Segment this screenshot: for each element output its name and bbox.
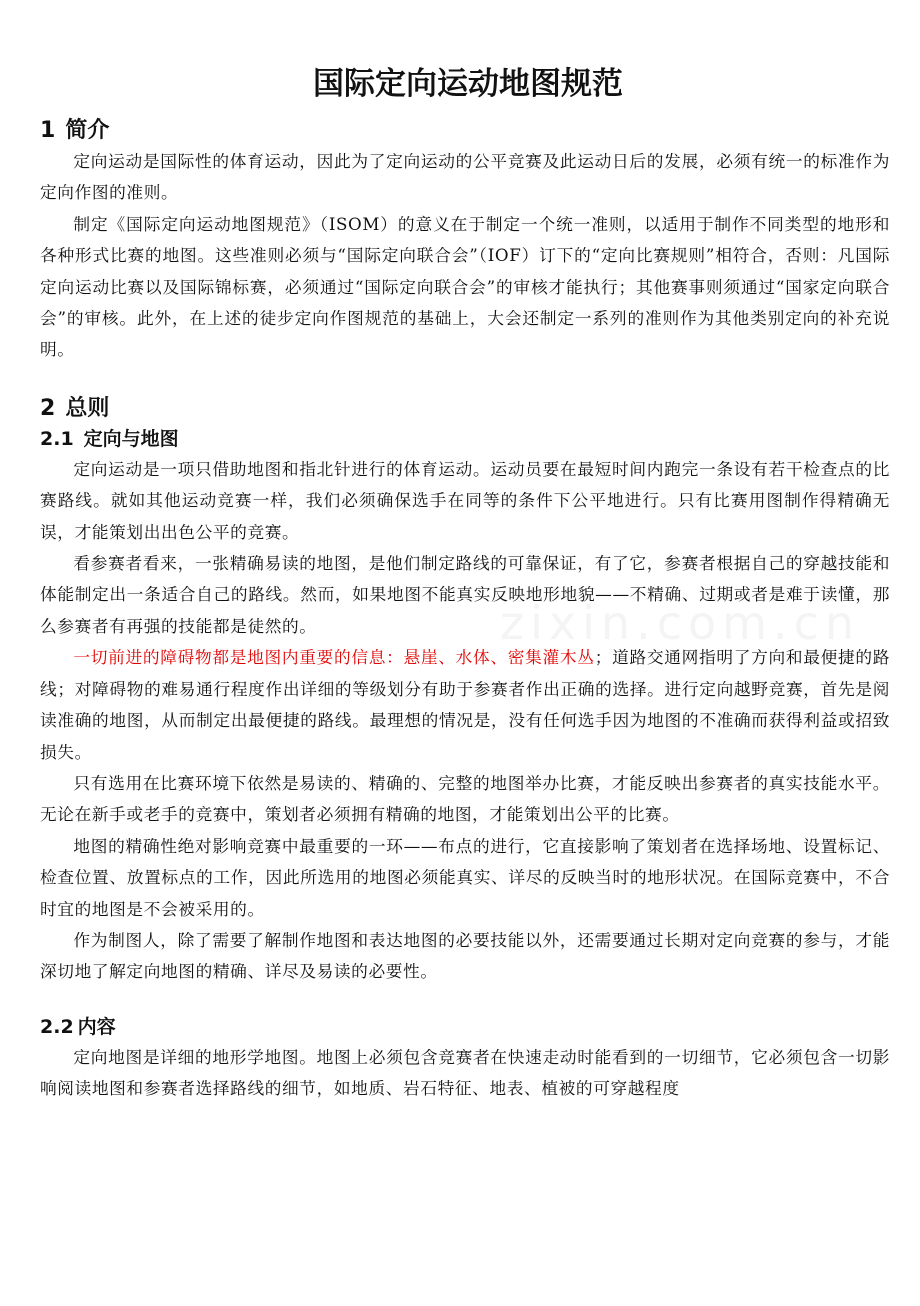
section-number: 2 xyxy=(40,395,56,421)
subsection-heading-content xyxy=(40,1012,890,1042)
section-title: 简介 xyxy=(65,118,110,143)
orienteering-paragraph-3 xyxy=(40,642,890,768)
watermark: zixin.com.cn xyxy=(500,596,861,650)
orienteering-paragraph-1: 定向运动是一项只借助地图和指北针进行的体育运动。运动员要在最短时间内跑完一条设有若干检查点的比赛路线。就如其他运动竞赛一样，我们必须确保选手在同等的条件下公平地进行。只有比赛用图制作得精确无误，才能策划出出色公平的竞赛。 xyxy=(40,458,890,542)
intro-paragraph-1: 定向运动是国际性的体育运动，因此为了定向运动的公平竞赛及此运动日后的发展，必须有统一的标准作为定向作图的准则。 xyxy=(40,151,890,203)
subsection-title: 定向与地图 xyxy=(83,427,179,450)
section-number: 1 xyxy=(40,118,56,143)
highlighted-text: 一切前进的障碍物都是地图内重要的信息：悬崖、水体、密集灌木丛 xyxy=(73,647,595,668)
orienteering-paragraph-5: 地图的精确性绝对影响竞赛中最重要的一环——布点的进行，它直接影响了策划者在选择场地、设置标记、检查位置、放置标点的工作，因此所选用的地图必须能真实、详尽的反映当时的地形状况。在国际竞赛中，不合时宜的地图是不会被采用的。 xyxy=(40,835,890,919)
spacer xyxy=(40,366,890,394)
section-heading-general xyxy=(40,394,890,424)
section-heading-intro xyxy=(40,116,890,146)
paragraph-text: ；道路交通网指明了方向和最便捷的路线；对障碍物的难易通行程度作出详细的等级划分有助于参赛者作出正确的选择。进行定向越野竞赛，首先是阅读准确的地图，从而制定出最便捷的路线。最理想的情况是，没有任何选手因为地图的不准确而获得利益或招致损失。 xyxy=(40,647,890,762)
orienteering-paragraph-2: 看参赛者看来，一张精确易读的地图，是他们制定路线的可靠保证，有了它，参赛者根据自己的穿越技能和体能制定出一条适合自己的路线。然而，如果地图不能真实反映地形地貌——不精确、过期或者是难于读懂，那么参赛者有再强的技能都是徒然的。 xyxy=(40,553,890,636)
content-paragraph-1: 定向地图是详细的地形学地图。地图上必须包含竞赛者在快速走动时能看到的一切细节，它必须包含一切影响阅读地图和参赛者选择路线的细节，如地质、岩石特征、地表、植被的可穿越程度 xyxy=(40,1046,890,1099)
subsection-heading-orienteering-and-maps xyxy=(40,424,890,454)
subsection-number: 2.1 xyxy=(40,427,74,450)
intro-paragraph-2: 制定《国际定向运动地图规范》（ISOM）的意义在于制定一个统一准则，以适用于制作不同类型的地形和各种形式比赛的地图。这些准则必须与“国际定向联合会”（IOF）订下的“定向比赛规则”相符合，否则：凡国际定向运动比赛以及国际锦标赛，必须通过“国际定向联合会”的审核才能执行；其他赛事则须通过“国家定向联合会”的审核。此外，在上述的徒步定向作图规范的基础上，大会还制定一系列的准则作为其他类别定向的补充说明。 xyxy=(40,213,890,360)
orienteering-paragraph-6: 作为制图人，除了需要了解制作地图和表达地图的必要技能以外，还需要通过长期对定向竞赛的参与，才能深切地了解定向地图的精确、详尽及易读的必要性。 xyxy=(40,929,890,982)
orienteering-paragraph-4: 只有选用在比赛环境下依然是易读的、精确的、完整的地图举办比赛，才能反映出参赛者的真实技能水平。无论在新手或老手的竞赛中，策划者必须拥有精确的地图，才能策划出公平的比赛。 xyxy=(40,772,890,825)
spacer xyxy=(40,988,890,1012)
document-title: 国际定向运动地图规范 xyxy=(313,66,623,102)
document-page xyxy=(40,62,890,1105)
section-title: 总则 xyxy=(65,395,110,421)
subsection-number: 2.2 xyxy=(40,1015,74,1038)
subsection-title: 内容 xyxy=(77,1015,116,1038)
